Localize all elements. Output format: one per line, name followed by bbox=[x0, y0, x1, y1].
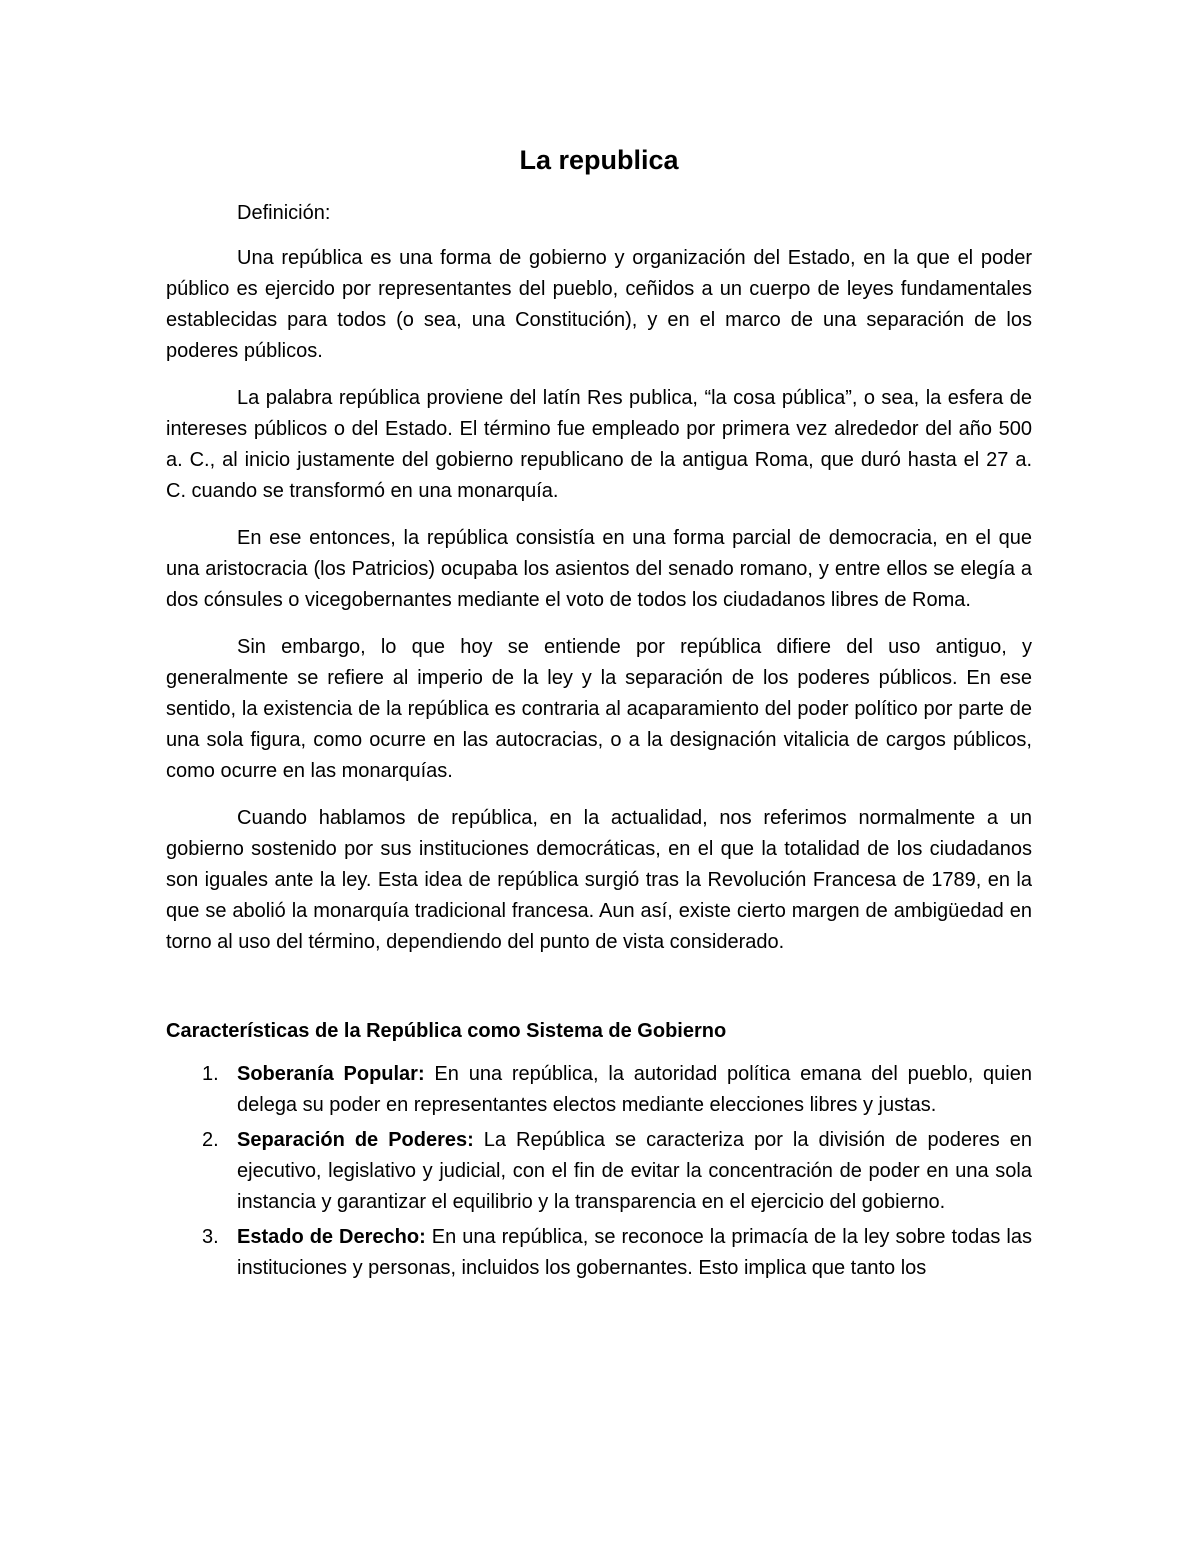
list-item-term: Separación de Poderes: bbox=[237, 1129, 474, 1151]
paragraph-modern-meaning: Sin embargo, lo que hoy se entiende por república difiere del uso antiguo, y generalmente se refiere al imperio de la ley y la separación de los poderes públicos. En ese sentido, la existencia de la república es contraria al acaparamiento del poder político por parte de una sola figura, como ocurre en las autocracias, o a la designación vitalicia de cargos públicos, como ocurre en las monarquías. bbox=[166, 636, 1032, 782]
definition-label: Definición: bbox=[237, 202, 331, 224]
paragraph-definition: Una república es una forma de gobierno y organización del Estado, en la que el poder público es ejercido por representantes del pueblo, ceñidos a un cuerpo de leyes fundamentales establecidas para todos (o sea, una Constitución), y en el marco de una separación de los poderes públicos. bbox=[166, 247, 1032, 362]
section-heading: Características de la República como Sistema de Gobierno bbox=[166, 1020, 727, 1042]
document-page bbox=[166, 140, 1032, 1288]
list-item-number: 3. bbox=[202, 1226, 219, 1248]
list-item-text: La República se caracteriza por la división de poderes en ejecutivo, legislativo y judicial, con el fin de evitar la concentración de poder en una sola instancia y garantizar el equilibrio y la transparencia en el ejercicio del gobierno. bbox=[237, 1129, 1032, 1213]
list-item-text: En una república, se reconoce la primacía de la ley sobre todas las instituciones y personas, incluidos los gobernantes. Esto implica que tanto los bbox=[237, 1226, 1032, 1279]
list-item-number: 1. bbox=[202, 1063, 219, 1085]
list-item bbox=[166, 1222, 1032, 1284]
list-item-term: Estado de Derecho: bbox=[237, 1226, 426, 1248]
list-item bbox=[166, 1059, 1032, 1121]
list-item-text: En una república, la autoridad política emana del pueblo, quien delega su poder en representantes electos mediante elecciones libres y justas. bbox=[237, 1063, 1032, 1116]
list-item-number: 2. bbox=[202, 1129, 219, 1151]
paragraph-roman-republic: En ese entonces, la república consistía en una forma parcial de democracia, en el que una aristocracia (los Patricios) ocupaba los asientos del senado romano, y entre ellos se elegía a dos cónsules o vicegobernantes mediante el voto de todos los ciudadanos libres de Roma. bbox=[166, 527, 1032, 611]
paragraph-current-usage: Cuando hablamos de república, en la actualidad, nos referimos normalmente a un gobierno sostenido por sus instituciones democráticas, en el que la totalidad de los ciudadanos son iguales ante la ley. Esta idea de república surgió tras la Revolución Francesa de 1789, en la que se abolió la monarquía tradicional francesa. Aun así, existe cierto margen de ambigüedad en torno al uso del término, dependiendo del punto de vista considerado. bbox=[166, 807, 1032, 953]
paragraph-etymology: La palabra república proviene del latín Res publica, “la cosa pública”, o sea, la esfera de intereses públicos o del Estado. El término fue empleado por primera vez alrededor del año 500 a. C., al inicio justamente del gobierno republicano de la antigua Roma, que duró hasta el 27 a. C. cuando se transformó en una monarquía. bbox=[166, 387, 1032, 502]
features-list bbox=[166, 1059, 1032, 1284]
list-item-term: Soberanía Popular: bbox=[237, 1063, 425, 1085]
document-title: La republica bbox=[519, 145, 679, 175]
list-item bbox=[166, 1125, 1032, 1218]
